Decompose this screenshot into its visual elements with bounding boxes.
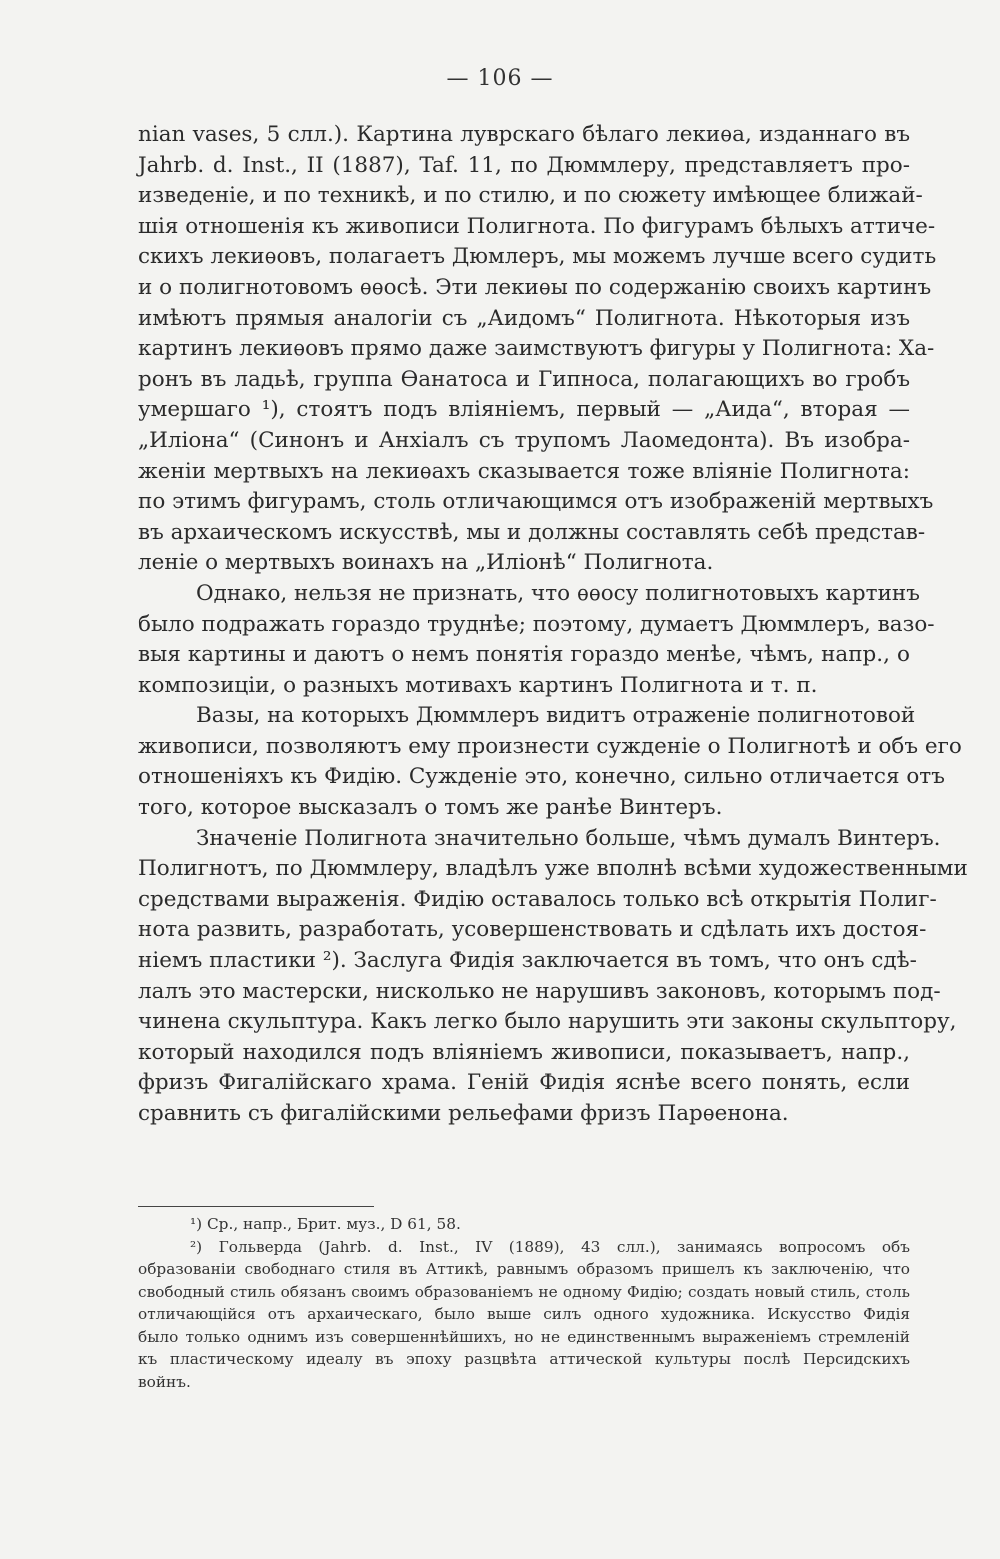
text-line: Jahrb. d. Inst., II (1887), Taf. 11, по Дюммлеру, представляетъ про- — [138, 152, 910, 178]
text-line: изведеніе, и по техникѣ, и по стилю, и по сюжету имѣющее ближай- — [138, 183, 923, 209]
text-line: Однако, нельзя не признать, что ѳѳосу полигнотовыхъ картинъ — [196, 580, 920, 606]
main-text — [138, 120, 968, 1130]
text-line: скихъ лекиѳовъ, полагаетъ Дюмлеръ, мы можемъ лучше всего судить — [138, 244, 937, 270]
footnote — [138, 1236, 910, 1394]
footnote-line: свободный стиль обязанъ своимъ образованіемъ не одному Фидію; создать новый стиль, столь — [138, 1282, 910, 1301]
text-line: и о полигнотовомъ ѳѳосѣ. Эти лекиѳы по содержанію своихъ картинъ — [138, 274, 932, 300]
text-line: выя картины и даютъ о немъ понятія гораздо менѣе, чѣмъ, напр., о — [138, 642, 910, 668]
text-line: „Иліона“ (Синонъ и Анхіалъ съ трупомъ Лаомедонта). Въ изобра- — [138, 427, 910, 453]
footnote-divider — [138, 1206, 374, 1207]
text-line: фризъ Фигалійскаго храма. Геній Фидія яснѣе всего понять, если — [138, 1070, 910, 1096]
text-line: лалъ это мастерски, нисколько не нарушивъ законовъ, которымъ под- — [138, 978, 941, 1004]
footnote-line: было только однимъ изъ совершеннѣйшихъ, но не единственнымъ выраженіемъ стремленій — [138, 1327, 910, 1346]
text-line: сравнить съ фигалійскими рельефами фризъ Парѳенона. — [138, 1101, 789, 1126]
paragraph — [138, 120, 937, 579]
paragraph — [138, 824, 968, 1130]
text-line: было подражать гораздо труднѣе; поэтому, думаетъ Дюммлеръ, вазо- — [138, 611, 935, 637]
text-line: средствами выраженія. Фидію оставалось только всѣ открытія Полиг- — [138, 886, 937, 912]
text-line: нота развить, разработать, усовершенствовать и сдѣлать ихъ достоя- — [138, 917, 927, 943]
text-line: леніе о мертвыхъ воинахъ на „Иліонѣ“ Полигнота. — [138, 550, 714, 576]
page-number: — 106 — — [446, 66, 554, 91]
paragraph — [138, 579, 935, 701]
footnote-line: къ пластическому идеалу въ эпоху разцвѣта аттической культуры послѣ Персидскихъ — [138, 1350, 910, 1368]
text-line: Вазы, на которыхъ Дюммлеръ видитъ отраженіе полигнотовой — [196, 703, 916, 729]
text-line: по этимъ фигурамъ, столь отличающимся отъ изображеній мертвыхъ — [138, 489, 934, 515]
footnotes — [138, 1213, 910, 1393]
paragraph — [138, 701, 962, 823]
text-line: Полигнотъ, по Дюммлеру, владѣлъ уже вполнѣ всѣми художественными — [138, 856, 968, 882]
text-line: отношеніяхъ къ Фидію. Сужденіе это, конечно, сильно отличается отъ — [138, 764, 945, 790]
footnote-line: ²) Гольверда (Jahrb. d. Inst., IV (1889), 43 слл.), занимаясь вопросомъ объ — [190, 1237, 910, 1256]
text-line: живописи, позволяютъ ему произнести сужденіе о Полигнотѣ и объ его — [138, 733, 962, 759]
text-line: Значеніе Полигнота значительно больше, чѣмъ думалъ Винтеръ. — [196, 825, 941, 851]
text-line: картинъ лекиѳовъ прямо даже заимствуютъ фигуры у Полигнота: Ха- — [138, 336, 935, 362]
footnote-line: образованіи свободнаго стиля въ Аттикѣ, равнымъ образомъ пришелъ къ заключенію, что — [138, 1260, 910, 1278]
footnote-line: отличающійся отъ архаическаго, было выше силъ одного художника. Искусство Фидія — [138, 1305, 910, 1323]
text-line: женіи мертвыхъ на лекиѳахъ сказывается тоже вліяніе Полигнота: — [138, 458, 910, 484]
text-line: шія отношенія къ живописи Полигнота. По фигурамъ бѣлыхъ аттиче- — [138, 213, 936, 239]
text-line: чинена скульптура. Какъ легко было нарушить эти законы скульптору, — [138, 1009, 957, 1035]
text-line: имѣютъ прямыя аналогіи съ „Аидомъ“ Полигнота. Нѣкоторыя изъ — [138, 305, 910, 331]
text-line: который находился подъ вліяніемъ живописи, показываетъ, напр., — [138, 1039, 910, 1065]
text-line: въ архаическомъ искусствѣ, мы и должны составлять себѣ представ- — [138, 519, 926, 545]
footnote-line: войнъ. — [138, 1372, 191, 1391]
text-line: композиціи, о разныхъ мотивахъ картинъ Полигнота и т. п. — [138, 672, 818, 698]
text-line: ніемъ пластики ²). Заслуга Фидія заключается въ томъ, что онъ сдѣ- — [138, 948, 917, 974]
text-line: того, которое высказалъ о томъ же ранѣе Винтеръ. — [138, 795, 723, 821]
text-line: ронъ въ ладьѣ, группа Ѳанатоса и Гипноса, полагающихъ во гробъ — [138, 366, 910, 392]
text-line: умершаго ¹), стоятъ подъ вліяніемъ, первый — „Аида“, вторая — — [138, 397, 910, 423]
footnote — [138, 1213, 910, 1236]
footnote-line: ¹) Ср., напр., Брит. муз., D 61, 58. — [190, 1215, 461, 1233]
text-line: nian vases, 5 слл.). Картина луврскаго бѣлаго лекиѳа, изданнаго въ — [138, 122, 910, 147]
